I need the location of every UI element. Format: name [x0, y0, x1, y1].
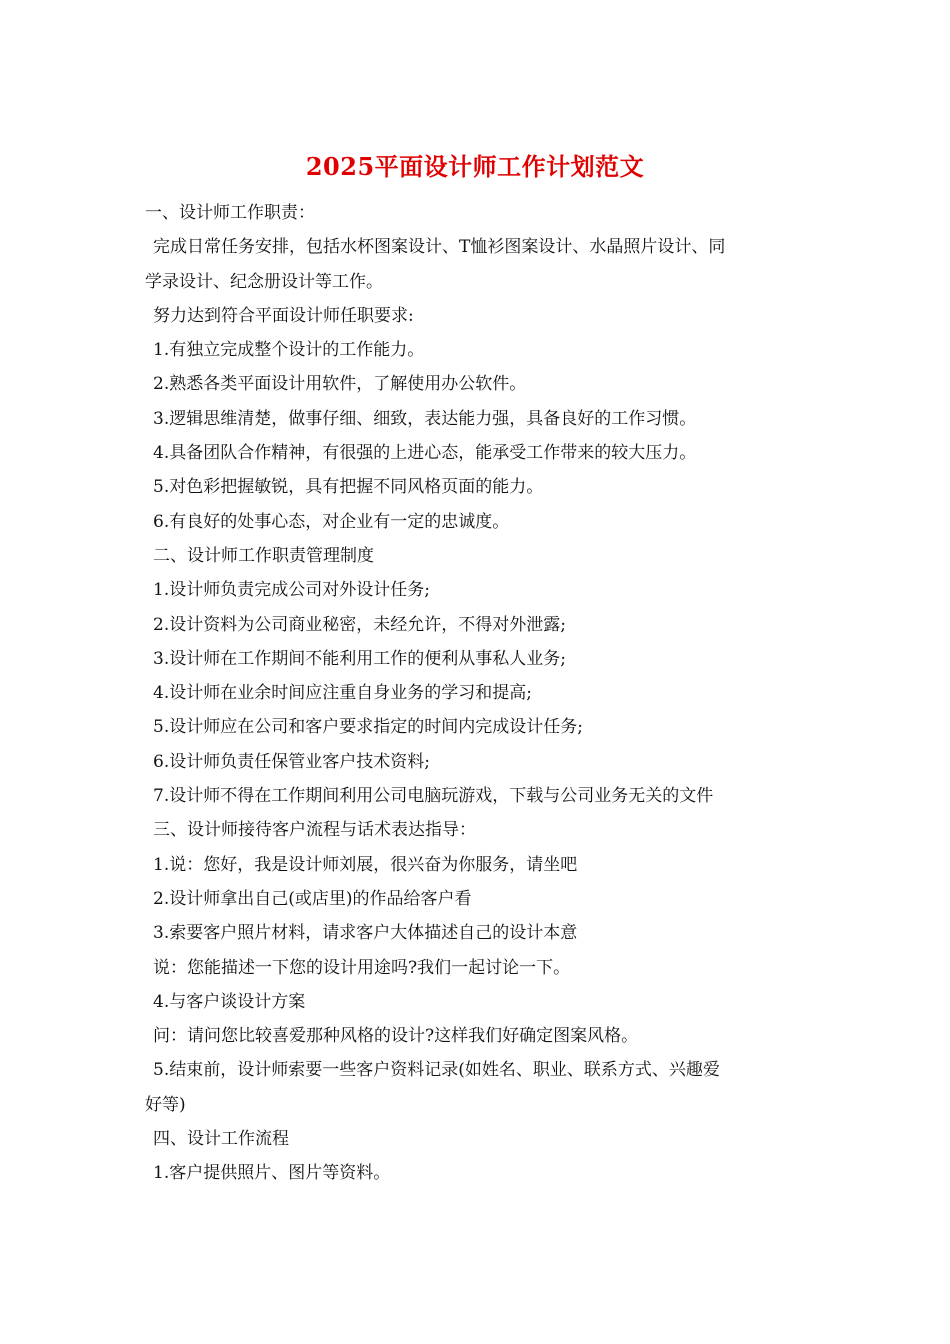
paragraph-line: 完成日常任务安排，包括水杯图案设计、T恤衫图案设计、水晶照片设计、同	[153, 237, 726, 258]
list-item: 1.客户提供照片、图片等资料。	[153, 1163, 391, 1184]
list-item: 7.设计师不得在工作期间利用公司电脑玩游戏，下载与公司业务无关的文件	[153, 786, 714, 807]
paragraph-line: 努力达到符合平面设计师任职要求:	[153, 305, 414, 326]
section-heading-1: 一、设计师工作职责：	[145, 203, 315, 223]
list-item: 6.有良好的处事心态，对企业有一定的忠诚度。	[153, 511, 510, 532]
list-item: 5.对色彩把握敏锐，具有把握不同风格页面的能力。	[153, 477, 544, 498]
list-item: 2.设计师拿出自己(或店里)的作品给客户看	[153, 888, 472, 909]
document-title: 2025平面设计师工作计划范文	[305, 152, 645, 181]
section-heading-2: 二、设计师工作职责管理制度	[153, 545, 374, 566]
list-item: 4.具备团队合作精神，有很强的上进心态，能承受工作带来的较大压力。	[153, 443, 697, 464]
list-item: 1.有独立完成整个设计的工作能力。	[153, 340, 425, 361]
paragraph-line: 好等)	[145, 1094, 186, 1115]
list-item: 3.索要客户照片材料，请求客户大体描述自己的设计本意	[153, 923, 578, 944]
document-body	[145, 196, 810, 1191]
section-heading-4: 四、设计工作流程	[153, 1129, 289, 1150]
list-item: 3.逻辑思维清楚，做事仔细、细致，表达能力强，具备良好的工作习惯。	[153, 408, 697, 429]
paragraph-line: 学录设计、纪念册设计等工作。	[145, 271, 383, 292]
paragraph-line: 问：请问您比较喜爱那种风格的设计?这样我们好确定图案风格。	[153, 1026, 639, 1047]
list-item: 4.设计师在业余时间应注重自身业务的学习和提高;	[153, 683, 532, 704]
list-item: 5.结束前，设计师索要一些客户资料记录(如姓名、职业、联系方式、兴趣爱	[153, 1060, 720, 1081]
list-item: 1.说：您好，我是设计师刘展，很兴奋为你服务，请坐吧	[153, 854, 578, 875]
list-item: 1.设计师负责完成公司对外设计任务;	[153, 580, 430, 601]
section-heading-3: 三、设计师接待客户流程与话术表达指导：	[153, 820, 476, 841]
list-item: 6.设计师负责任保管业客户技术资料;	[153, 751, 430, 772]
paragraph-line: 说：您能描述一下您的设计用途吗?我们一起讨论一下。	[153, 957, 571, 978]
list-item: 2.设计资料为公司商业秘密，未经允许，不得对外泄露;	[153, 614, 566, 635]
list-item: 4.与客户谈设计方案	[153, 991, 306, 1012]
list-item: 5.设计师应在公司和客户要求指定的时间内完成设计任务;	[153, 717, 583, 738]
list-item: 3.设计师在工作期间不能利用工作的便利从事私人业务;	[153, 648, 566, 669]
list-item: 2.熟悉各类平面设计用软件，了解使用办公软件。	[153, 374, 527, 395]
